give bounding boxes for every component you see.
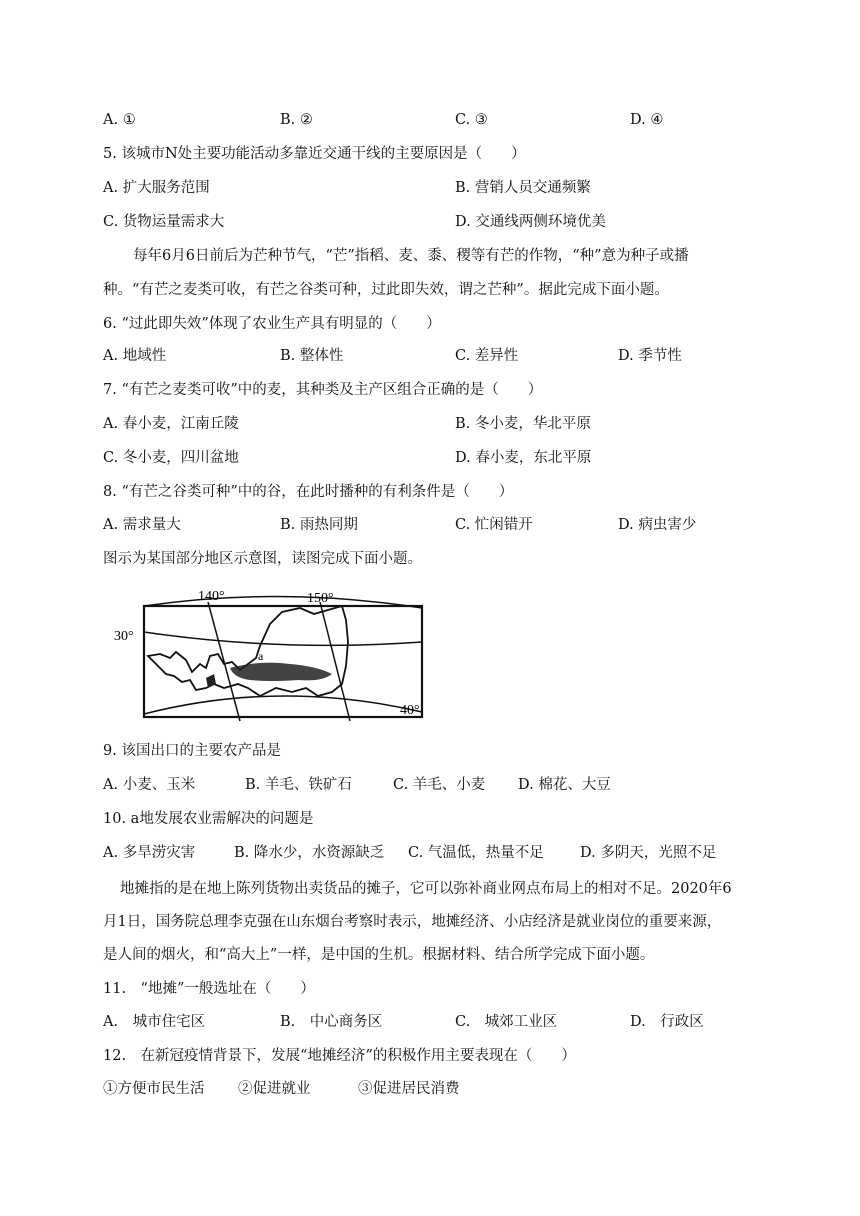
passage1-line2: 种。“有芒之麦类可收，有芒之谷类可种，过此即失效，谓之芒种”。据此完成下面小题。 <box>103 282 669 298</box>
q12-item-2: ②促进就业 <box>238 1081 311 1097</box>
q5-option-d: D. 交通线两侧环境优美 <box>455 214 606 230</box>
gulf-mark <box>206 674 216 688</box>
q9-option-b: B. 羊毛、铁矿石 <box>245 777 352 793</box>
q9-option-a: A. 小麦、玉米 <box>103 777 196 793</box>
q12-item-1: ①方便市民生活 <box>103 1081 205 1097</box>
q11-option-d: D. 行政区 <box>630 1014 704 1030</box>
q6-option-a: A. 地域性 <box>103 348 167 364</box>
q7-option-c: C. 冬小麦，四川盆地 <box>103 450 239 466</box>
q4-option-a: A. ① <box>103 112 136 128</box>
q5-option-b: B. 营销人员交通频繁 <box>455 180 591 196</box>
point-a-label: a <box>258 649 264 663</box>
q4-option-d: D. ④ <box>630 112 664 128</box>
passage1-line1: 每年6月6日前后为芒种节气，“芒”指稻、麦、黍、稷等有芒的作物，“种”意为种子或播 <box>133 248 689 264</box>
q8-option-d: D. 病虫害少 <box>618 517 697 533</box>
lat-label-30: 30° <box>114 629 134 644</box>
q9-option-c: C. 羊毛、小麦 <box>393 777 486 793</box>
parallel-30 <box>144 632 422 645</box>
map-frame <box>144 606 422 717</box>
q7-option-b: B. 冬小麦，华北平原 <box>455 416 591 432</box>
lon-label-140: 140° <box>198 589 225 604</box>
parallel-40 <box>144 696 422 714</box>
q11-option-b: B. 中心商务区 <box>280 1014 383 1030</box>
q6-option-c: C. 差异性 <box>455 348 519 364</box>
map-intro: 图示为某国部分地区示意图，读图完成下面小题。 <box>103 551 422 567</box>
q8-option-a: A. 需求量大 <box>103 517 181 533</box>
q9-stem: 9. 该国出口的主要农产品是 <box>103 743 281 759</box>
q8-stem: 8. “有芒之谷类可种”中的谷，在此时播种的有利条件是（ ） <box>103 484 514 500</box>
q9-option-d: D. 棉花、大豆 <box>518 777 611 793</box>
q5-stem: 5. 该城市N处主要功能活动多靠近交通干线的主要原因是（ ） <box>103 146 526 162</box>
q10-option-d: D. 多阴天，光照不足 <box>580 845 717 861</box>
river-basin <box>230 663 332 681</box>
passage2-line1: 地摊指的是在地上陈列货物出卖货品的摊子，它可以弥补商业网点布局上的相对不足。2020年6 <box>120 881 732 897</box>
q11-option-a: A. 城市住宅区 <box>103 1014 206 1030</box>
q7-option-a: A. 春小麦，江南丘陵 <box>103 416 239 432</box>
q12-item-3: ③促进居民消费 <box>358 1081 460 1097</box>
q6-stem: 6. “过此即失效”体现了农业生产具有明显的（ ） <box>103 316 441 332</box>
q7-stem: 7. “有芒之麦类可收”中的麦，其种类及主产区组合正确的是（ ） <box>103 382 543 398</box>
q11-option-c: C. 城郊工业区 <box>455 1014 558 1030</box>
meridian-140 <box>208 602 240 721</box>
q7-option-d: D. 春小麦，东北平原 <box>455 450 592 466</box>
passage2-line2: 月1日，国务院总理李克强在山东烟台考察时表示，地摊经济、小店经济是就业岗位的重要来源， <box>103 914 722 930</box>
q10-stem: 10. a地发展农业需解决的问题是 <box>103 811 314 827</box>
lon-label-150: 150° <box>307 591 334 606</box>
q5-option-c: C. 货物运量需求大 <box>103 214 225 230</box>
region-map <box>110 584 430 724</box>
lat-label-40: 40° <box>400 703 420 718</box>
q4-option-b: B. ② <box>280 112 313 128</box>
q10-option-b: B. 降水少，水资源缺乏 <box>234 845 385 861</box>
q11-stem: 11. “地摊”一般选址在（ ） <box>103 981 315 997</box>
q5-option-a: A. 扩大服务范围 <box>103 180 210 196</box>
q12-stem: 12. 在新冠疫情背景下，发展“地摊经济”的积极作用主要表现在（ ） <box>103 1048 576 1064</box>
q6-option-d: D. 季节性 <box>618 348 682 364</box>
q8-option-c: C. 忙闲错开 <box>455 517 533 533</box>
q6-option-b: B. 整体性 <box>280 348 344 364</box>
q4-option-c: C. ③ <box>455 112 488 128</box>
q10-option-c: C. 气温低，热量不足 <box>408 845 544 861</box>
coastline <box>148 606 348 696</box>
passage2-line3: 是人间的烟火，和“高大上”一样，是中国的生机。根据材料、结合所学完成下面小题。 <box>103 947 655 963</box>
q10-option-a: A. 多旱涝灾害 <box>103 845 196 861</box>
q8-option-b: B. 雨热同期 <box>280 517 358 533</box>
